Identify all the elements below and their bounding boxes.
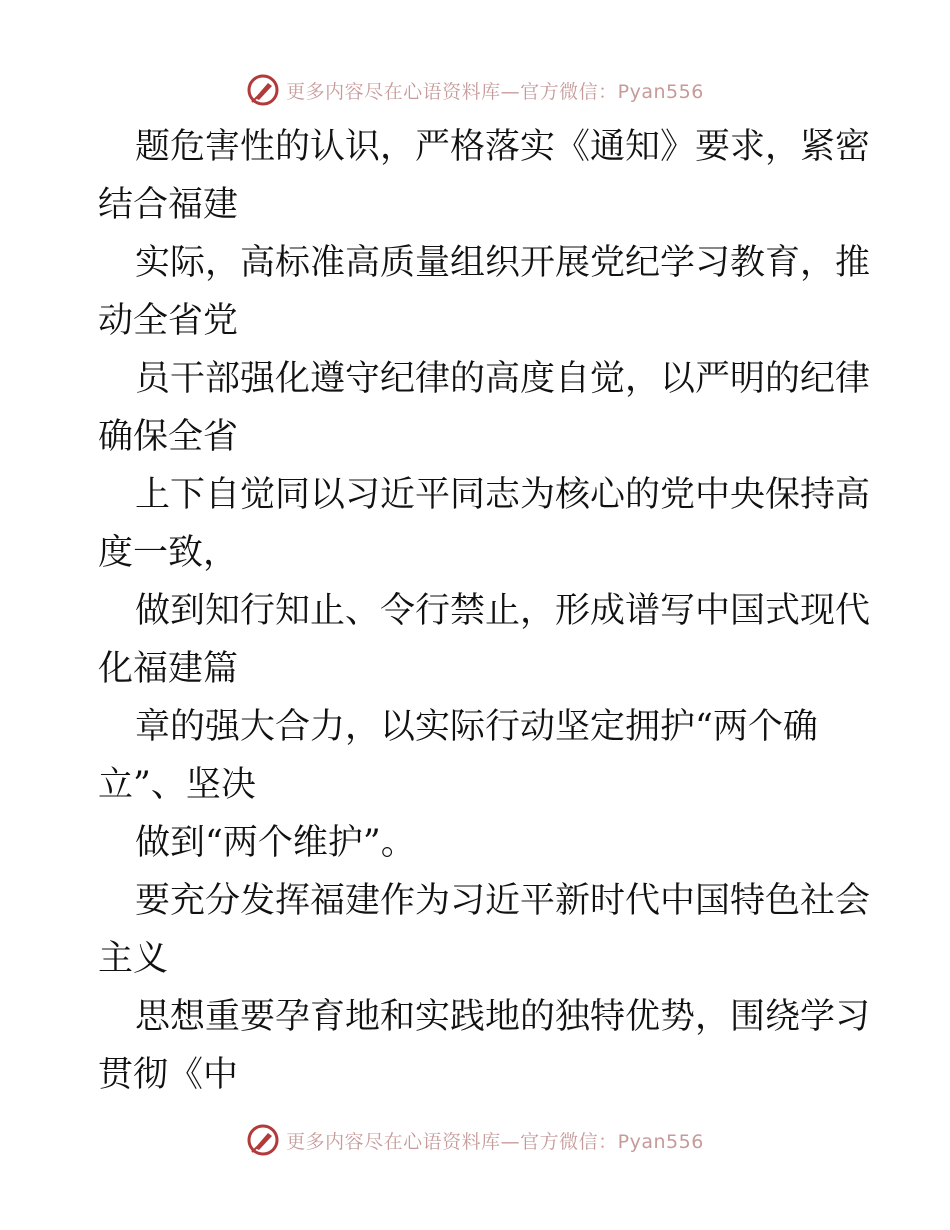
text-line — [98, 988, 871, 1046]
header-banner-text: 更多内容尽在心语资料库—官方微信：Pyan556 — [286, 80, 704, 103]
text-line — [98, 292, 858, 350]
text-line — [98, 176, 858, 234]
text-line — [98, 872, 871, 930]
text-line-content: 动全省党 — [98, 301, 239, 341]
text-line — [98, 234, 871, 292]
text-line-content: 贯彻《中 — [98, 1055, 239, 1095]
text-line — [98, 466, 871, 524]
text-line-content: 做到“两个维护”。 — [135, 823, 416, 863]
text-line-content: 结合福建 — [98, 185, 239, 225]
text-line-content: 度一致， — [98, 533, 239, 573]
text-line-content: 立”、坚决 — [98, 765, 256, 805]
text-line — [98, 640, 858, 698]
text-line-content: 主义 — [98, 939, 169, 979]
pen-logo-icon — [246, 73, 280, 107]
text-line-content: 上下自觉同以习近平同志为核心的党中央保持高 — [135, 475, 871, 515]
footer-banner — [0, 1120, 950, 1160]
text-line — [98, 350, 871, 408]
text-line — [98, 524, 858, 582]
text-line — [98, 118, 871, 176]
text-line — [98, 814, 858, 872]
pen-logo-icon — [246, 1123, 280, 1157]
document-body — [98, 118, 871, 1104]
header-banner — [0, 70, 950, 110]
text-line-content: 做到知行知止、令行禁止，形成谱写中国式现代 — [135, 591, 871, 631]
text-line-content: 员干部强化遵守纪律的高度自觉，以严明的纪律 — [135, 359, 871, 399]
text-line — [98, 930, 858, 988]
text-line-content: 化福建篇 — [98, 649, 239, 689]
text-line — [98, 756, 858, 814]
text-line-content: 确保全省 — [98, 417, 239, 457]
text-line — [98, 582, 871, 640]
text-line-content: 章的强大合力，以实际行动坚定拥护“两个确 — [135, 707, 818, 747]
text-line — [98, 1046, 858, 1104]
text-line-content: 实际，高标准高质量组织开展党纪学习教育，推 — [135, 243, 871, 283]
text-line-content: 思想重要孕育地和实践地的独特优势，围绕学习 — [135, 997, 871, 1037]
text-line — [98, 408, 858, 466]
text-line-content: 题危害性的认识，严格落实《通知》要求，紧密 — [135, 127, 871, 167]
footer-banner-text: 更多内容尽在心语资料库—官方微信：Pyan556 — [286, 1130, 704, 1153]
text-line-content: 要充分发挥福建作为习近平新时代中国特色社会 — [135, 881, 871, 921]
text-line — [98, 698, 858, 756]
